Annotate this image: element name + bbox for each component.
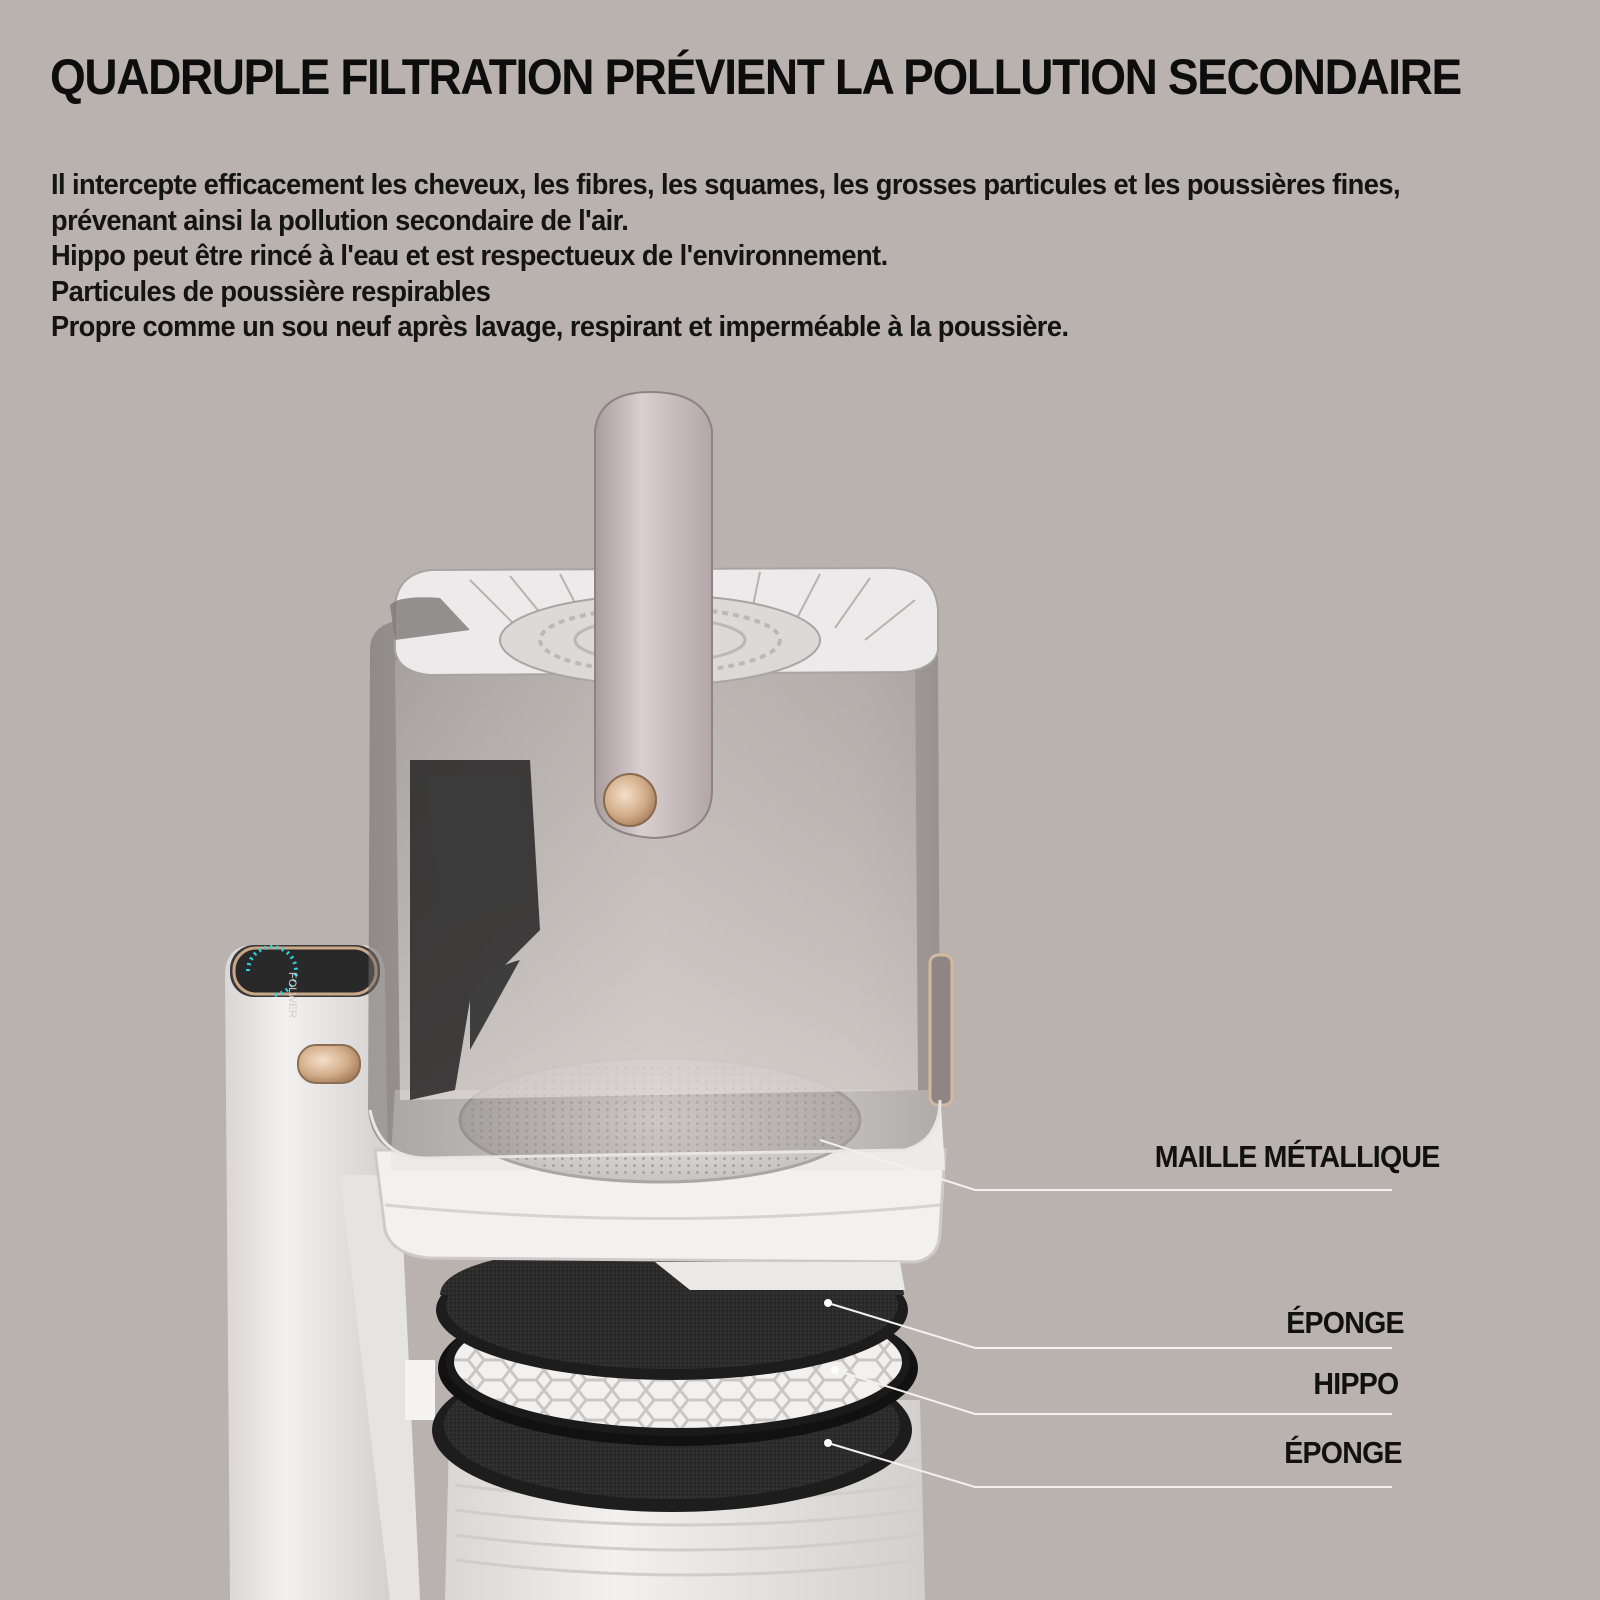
description-line: prévenant ainsi la pollution secondaire de l'air. (51, 204, 629, 237)
description-line: Particules de poussière respirables (51, 275, 491, 308)
power-button[interactable] (298, 1045, 360, 1083)
callout-label-sponge-top: ÉPONGE (1286, 1305, 1404, 1340)
description-line: Hippo peut être rincé à l'eau et est respectueux de l'environnement. (51, 240, 888, 272)
description-line: Propre comme un sou neuf après lavage, respirant et imperméable à la poussière. (51, 311, 1069, 343)
panel-brand-text: FOLWER (286, 972, 298, 1019)
callout-label-hippo: HIPPO (1312, 1366, 1398, 1401)
callout-label-metal-mesh: MAILLE MÉTALLIQUE (1155, 1139, 1440, 1174)
page-title: QUADRUPLE FILTRATION PRÉVIENT LA POLLUTION SECONDAIRE (50, 49, 1461, 105)
description-line: Il intercepte efficacement les cheveux, les fibres, les squames, les grosses particules et les poussières fines, (51, 169, 1400, 201)
carry-handle (595, 392, 712, 838)
callout-label-sponge-bottom: ÉPONGE (1284, 1435, 1402, 1470)
